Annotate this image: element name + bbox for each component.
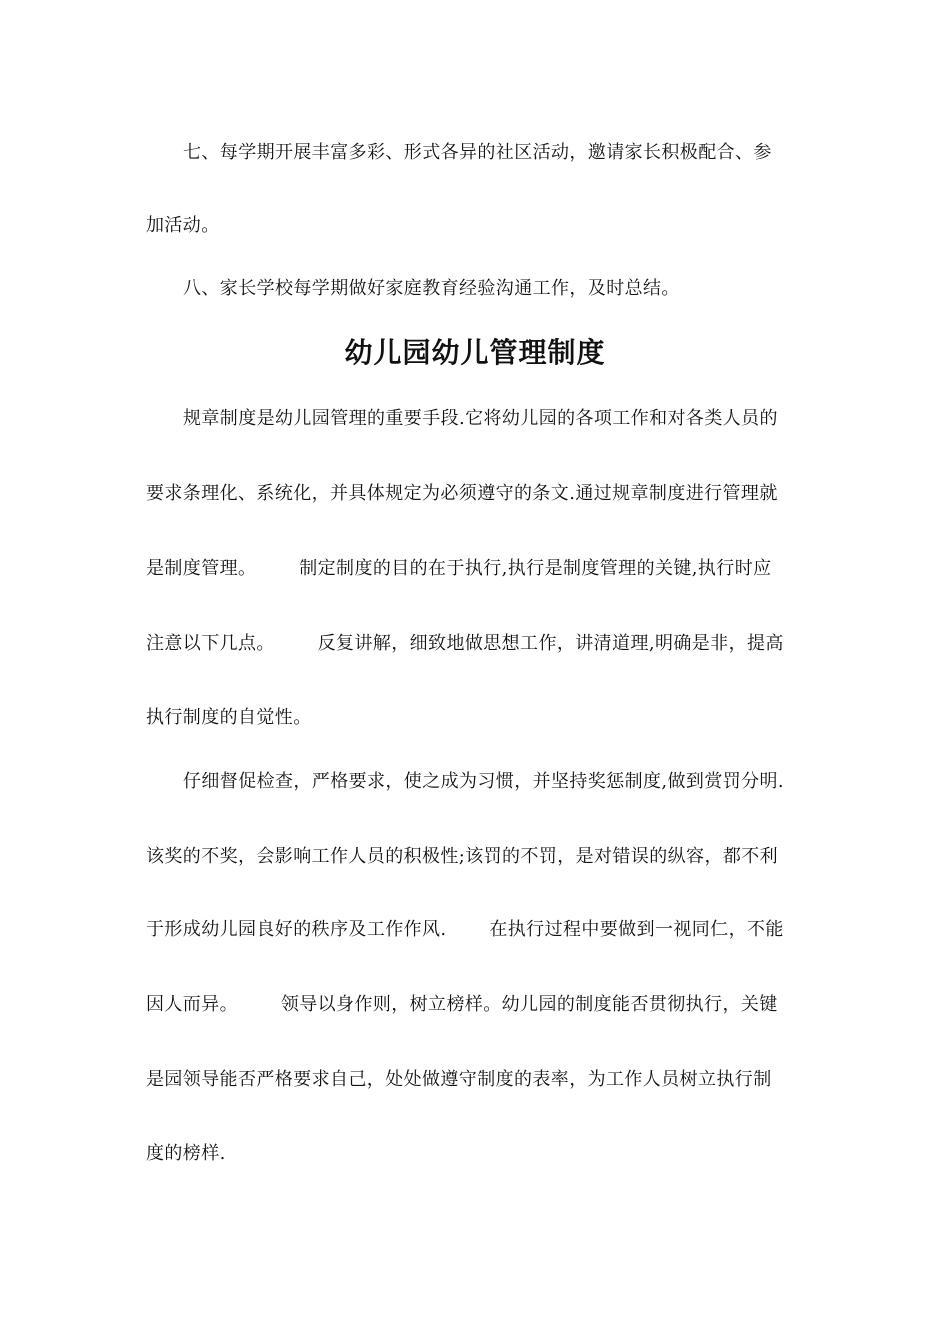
paragraph-7-line-1: 七、每学期开展丰富多彩、形式各异的社区活动，邀请家长积极配合、参	[183, 142, 772, 163]
supervision-paragraph-line-4: 因人而异。 领导以身作则，树立榜样。幼儿园的制度能否贯彻执行，关键	[146, 994, 778, 1015]
paragraph-8-line-1: 八、家长学校每学期做好家庭教育经验沟通工作，及时总结。	[183, 278, 680, 299]
supervision-paragraph-line-5: 是园领导能否严格要求自己，处处做遵守制度的表率，为工作人员树立执行制	[146, 1069, 772, 1090]
paragraph-7-line-2: 加活动。	[146, 215, 220, 236]
intro-paragraph-line-3: 是制度管理。 制定制度的目的在于执行,执行是制度管理的关键,执行时应	[146, 558, 772, 579]
intro-paragraph-line-4: 注意以下几点。 反复讲解，细致地做思想工作，讲清道理,明确是非，提高	[146, 633, 784, 654]
intro-paragraph-line-1: 规章制度是幼儿园管理的重要手段.它将幼儿园的各项工作和对各类人员的	[183, 408, 778, 429]
supervision-paragraph-line-2: 该奖的不奖，会影响工作人员的积极性;该罚的不罚，是对错误的纵容，都不利	[146, 846, 779, 867]
supervision-paragraph-line-3: 于形成幼儿园良好的秩序及工作作风. 在执行过程中要做到一视同仁，不能	[146, 919, 784, 940]
supervision-paragraph-line-1: 仔细督促检查，严格要求，使之成为习惯，并坚持奖惩制度,做到赏罚分明.	[183, 771, 785, 792]
intro-paragraph-line-2: 要求条理化、系统化，并具体规定为必须遵守的条文.通过规章制度进行管理就	[146, 483, 778, 504]
section-title: 幼儿园幼儿管理制度	[344, 336, 606, 369]
intro-paragraph-line-5: 执行制度的自觉性。	[146, 707, 312, 728]
supervision-paragraph-line-6: 度的榜样.	[146, 1143, 226, 1164]
